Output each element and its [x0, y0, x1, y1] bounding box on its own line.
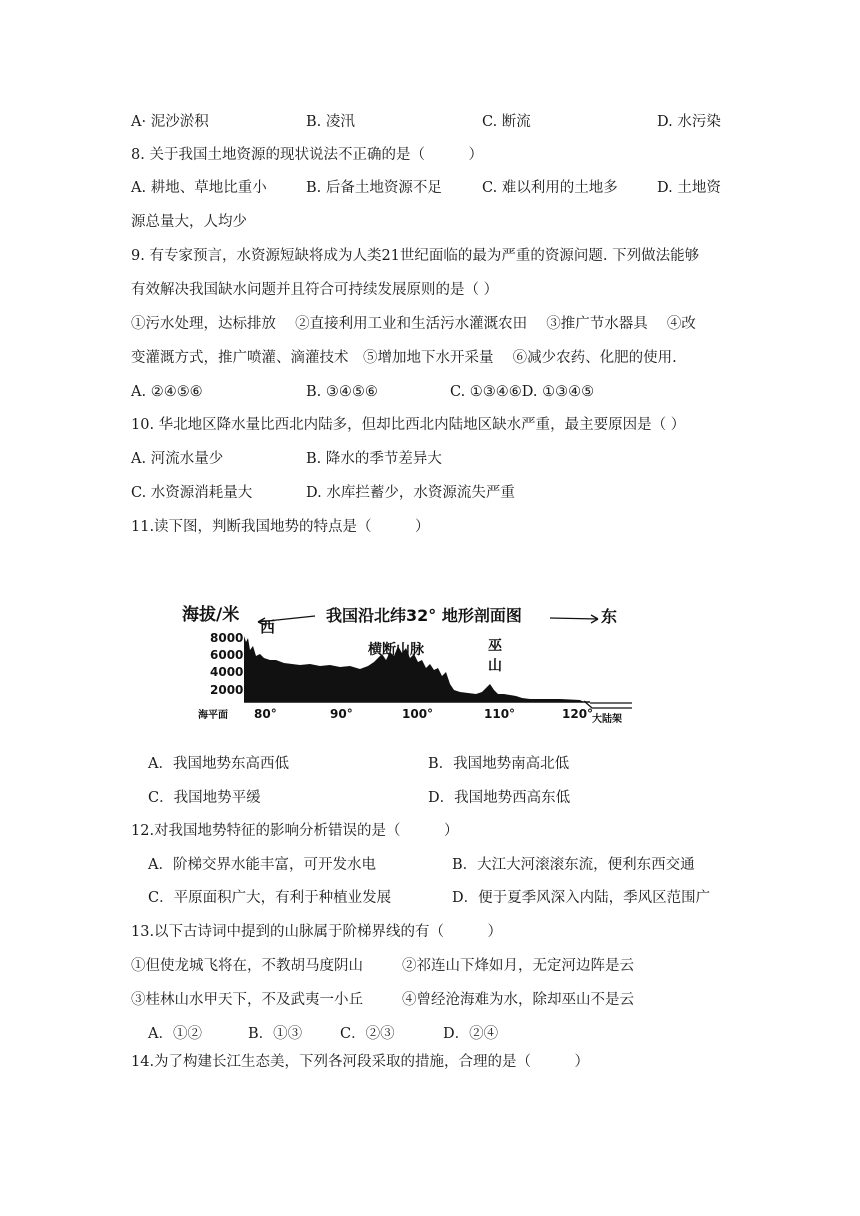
q8-option-b: B. 后备土地资源不足 [306, 180, 442, 196]
xtick-90: 90° [330, 707, 353, 721]
q12-stem: 12.对我国地势特征的影响分析错误的是（ ） [131, 823, 459, 839]
q11-option-b: B．我国地势南高北低 [428, 756, 570, 772]
q13-item-3: ③桂林山水甲天下，不及武夷一小丘 [131, 992, 363, 1008]
q10-stem: 10. 华北地区降水量比西北内陆多，但却比西北内陆地区缺水严重，最主要原因是（ ） [131, 417, 686, 433]
q9-option-a: A. ②④⑤⑥ [131, 384, 203, 400]
q9-option-cd: C. ①③④⑥D. ①③④⑤ [450, 384, 595, 400]
q10-option-c: C. 水资源消耗量大 [131, 485, 253, 501]
q11-option-a: A．我国地势东高西低 [148, 756, 289, 772]
continental-shelf-label: 大陆架 [592, 714, 622, 725]
q8-option-d: D. 土地资 [657, 180, 721, 196]
figure-title: 我国沿北纬32° 地形剖面图 [326, 606, 522, 625]
xtick-110: 110° [484, 707, 516, 721]
figure-east-label: 东 [601, 607, 618, 626]
q7-option-b: B. 凌汛 [306, 114, 355, 130]
q13-item-2: ②祁连山下烽如月，无定河边阵是云 [402, 958, 634, 974]
sea-level-label: 海平面 [198, 710, 228, 721]
q8-option-d-wrap: 源总量大，人均少 [131, 214, 247, 230]
terrain-profile-figure [180, 598, 640, 728]
q9-option-b: B. ③④⑤⑥ [306, 384, 378, 400]
ytick-8000: 8000 [210, 631, 244, 645]
ytick-6000: 6000 [210, 648, 244, 662]
q13-option-c: C．②③ [340, 1026, 395, 1042]
q12-option-c: C．平原面积广大，有利于种植业发展 [148, 890, 392, 906]
q9-items-line2: 变灌溉方式，推广喷灌、滴灌技术 ⑤增加地下水开采量 ⑥减少农药、化肥的使用. [131, 350, 677, 366]
mountain-hengduan-label: 横断山脉 [368, 642, 424, 658]
q13-stem: 13.以下古诗词中提到的山脉属于阶梯界线的有（ ） [131, 924, 503, 940]
q13-option-b: B．①③ [248, 1026, 303, 1042]
q13-option-a: A．①② [148, 1026, 202, 1042]
q10-option-d: D. 水库拦蓄少，水资源流失严重 [306, 485, 515, 501]
q8-option-c: C. 难以利用的土地多 [482, 180, 618, 196]
q7-option-d: D. 水污染 [657, 114, 721, 130]
ytick-2000: 2000 [210, 683, 244, 697]
q13-option-d: D．②④ [443, 1026, 499, 1042]
q10-option-b: B. 降水的季节差异大 [306, 451, 442, 467]
q8-stem: 8. 关于我国土地资源的现状说法不正确的是（ ） [131, 147, 483, 163]
q14-stem: 14.为了构建长江生态美，下列各河段采取的措施，合理的是（ ） [131, 1054, 590, 1070]
xtick-100: 100° [402, 707, 434, 721]
mountain-wu-label-top: 巫 [488, 638, 502, 654]
q7-option-a: A· 泥沙淤积 [131, 114, 209, 130]
xtick-120: 120° [562, 707, 594, 721]
q12-option-b: B．大江大河滚滚东流，便利东西交通 [452, 857, 695, 873]
q7-option-c: C. 断流 [482, 114, 531, 130]
figure-ylabel: 海拔/米 [182, 605, 240, 625]
mountain-wu-label-bottom: 山 [488, 658, 502, 674]
q11-option-d: D．我国地势西高东低 [428, 790, 571, 806]
east-arrow [550, 615, 598, 623]
figure-west-label: 西 [260, 618, 276, 636]
q8-option-a: A. 耕地、草地比重小 [131, 180, 267, 196]
q9-stem-line2: 有效解决我国缺水问题并且符合可持续发展原则的是（ ） [131, 282, 499, 298]
q13-item-1: ①但使龙城飞将在，不教胡马度阴山 [131, 958, 363, 974]
q11-option-c: C．我国地势平缓 [148, 790, 261, 806]
xtick-80: 80° [254, 707, 277, 721]
q9-items-line1: ①污水处理，达标排放 ②直接利用工业和生活污水灌溉农田 ③推广节水器具 ④改 [131, 316, 696, 332]
q12-option-a: A．阶梯交界水能丰富，可开发水电 [148, 857, 376, 873]
q10-option-a: A. 河流水量少 [131, 451, 224, 467]
q11-stem: 11.读下图，判断我国地势的特点是（ ） [131, 519, 430, 535]
q13-item-4: ④曾经沧海难为水，除却巫山不是云 [402, 992, 634, 1008]
q9-stem-line1: 9. 有专家预言，水资源短缺将成为人类21世纪面临的最为严重的资源问题. 下列做法能够 [131, 248, 700, 264]
ytick-4000: 4000 [210, 665, 244, 679]
q12-option-d: D．便于夏季风深入内陆，季风区范围广 [452, 890, 711, 906]
